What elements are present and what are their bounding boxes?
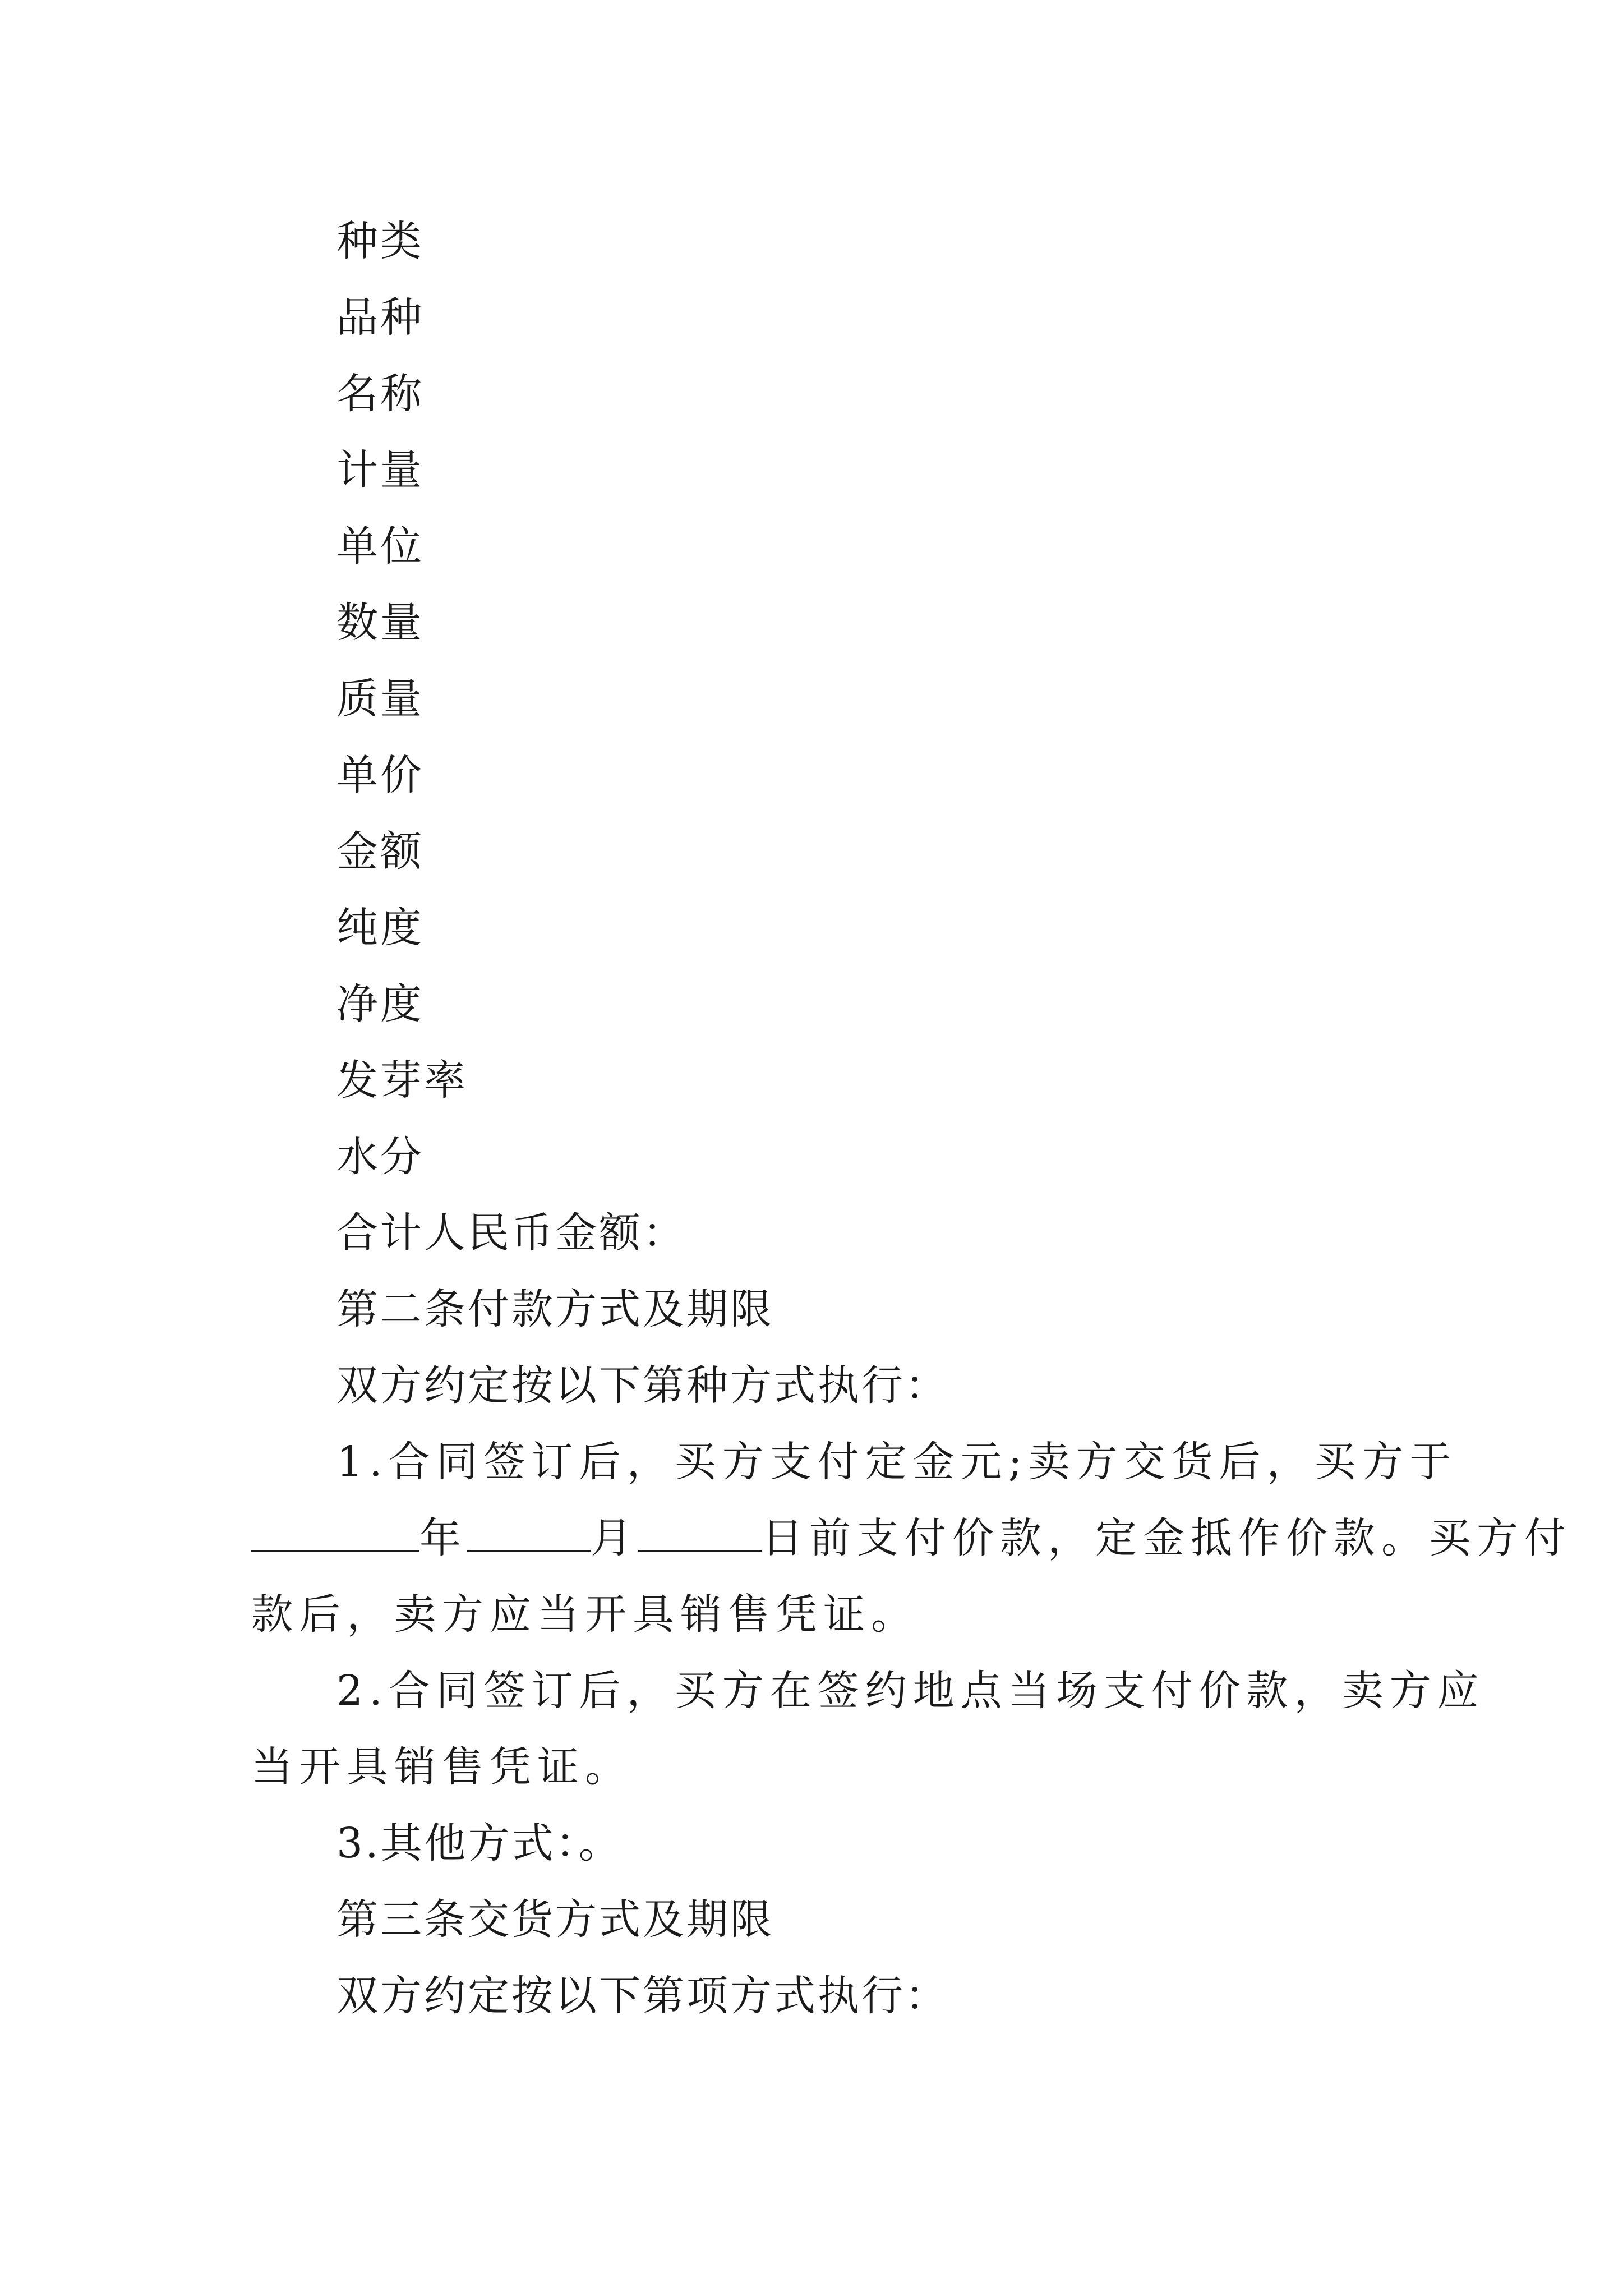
item-cleanliness: 净度 [336,980,424,1028]
item-moisture: 水分 [336,1133,424,1181]
article2-option3: 3.其他方式：。 [336,1819,623,1867]
total-amount-label: 合计人民币金额： [336,1209,686,1257]
day-blank [638,1513,762,1552]
article2-heading: 第二条付款方式及期限 [336,1285,774,1333]
article2-option1-line2 [251,1510,1572,1566]
item-category: 种类 [336,217,424,265]
article2-option2-line2: 当开具销售凭证。 [251,1743,633,1791]
article2-option2-line1: 2.合同签订后，买方在签约地点当场支付价款，卖方应 [336,1667,1485,1715]
item-variety: 品种 [336,293,424,342]
item-name: 名称 [336,370,424,418]
article3-heading: 第三条交货方式及期限 [336,1895,774,1944]
item-quality: 质量 [336,675,424,723]
article2-option1-line3: 款后，卖方应当开具销售凭证。 [251,1590,919,1639]
year-label: 年 [419,1514,467,1562]
item-measure: 计量 [336,446,424,494]
article3-intro: 双方约定按以下第项方式执行： [336,1972,949,2020]
article2-option1-line1: 1.合同签订后，买方支付定金元;卖方交货后，买方于 [336,1438,1458,1486]
option1-line2-rest: 日前支付价款，定金抵作价款。买方付 [762,1514,1572,1562]
item-unit: 单位 [336,522,424,570]
item-purity: 纯度 [336,904,424,952]
article2-intro: 双方约定按以下第种方式执行： [336,1361,949,1410]
item-quantity: 数量 [336,599,424,647]
item-unit-price: 单价 [336,751,424,799]
item-amount: 金额 [336,827,424,876]
year-blank [251,1513,419,1552]
month-label: 月 [591,1514,638,1562]
item-germination-rate: 发芽率 [336,1056,468,1105]
month-blank [467,1513,591,1552]
